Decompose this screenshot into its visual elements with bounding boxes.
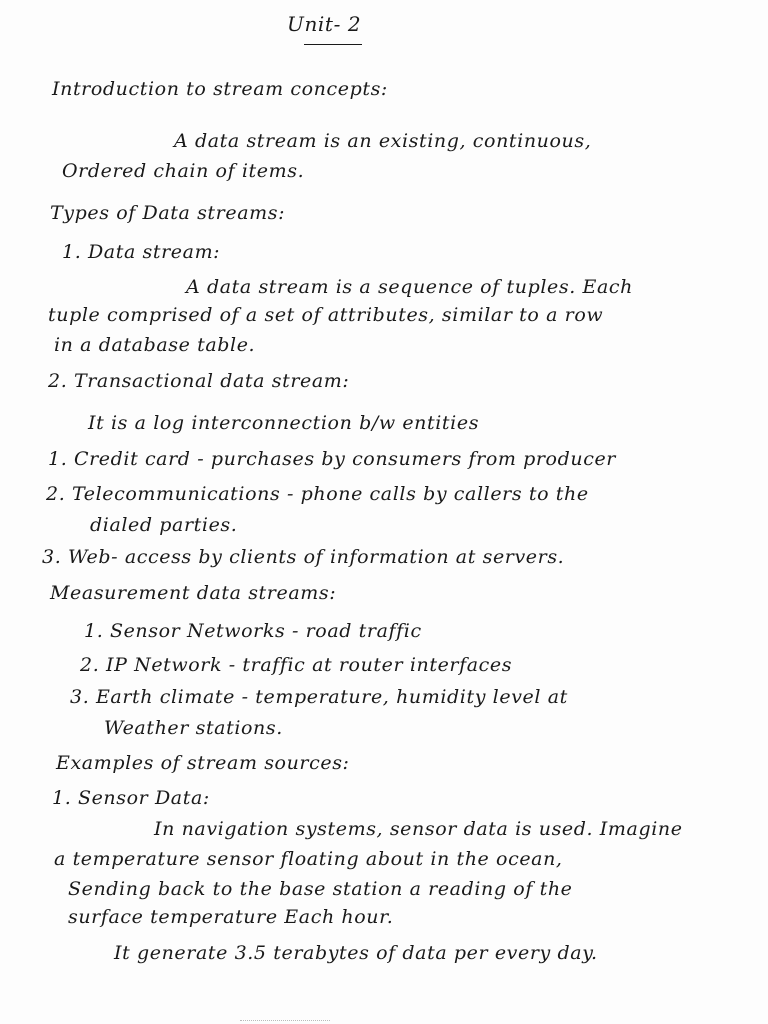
text-line: In navigation systems, sensor data is used. Imagine xyxy=(154,818,683,840)
text-line: It is a log interconnection b/w entities xyxy=(88,412,480,434)
text-line: It generate 3.5 terabytes of data per every day. xyxy=(114,942,598,964)
title-underline xyxy=(304,44,362,45)
section-heading-measurement: Measurement data streams: xyxy=(50,582,337,604)
list-item: 2. IP Network - traffic at router interfaces xyxy=(80,654,513,676)
bottom-scan-mark xyxy=(240,1020,330,1021)
list-item: 1. Credit card - purchases by consumers from producer xyxy=(48,448,616,470)
section-heading-examples: Examples of stream sources: xyxy=(56,752,350,774)
page-title: Unit- 2 xyxy=(287,12,362,36)
text-line: tuple comprised of a set of attributes, similar to a row xyxy=(48,304,604,326)
list-item-heading: 1. Sensor Data: xyxy=(52,787,210,809)
section-heading-intro: Introduction to stream concepts: xyxy=(52,78,388,100)
list-item: 3. Web- access by clients of information at servers. xyxy=(42,546,565,568)
text-line: A data stream is a sequence of tuples. Each xyxy=(186,276,633,298)
list-item-heading: 1. Data stream: xyxy=(62,241,221,263)
text-line: surface temperature Each hour. xyxy=(68,906,394,928)
text-line: Ordered chain of items. xyxy=(62,160,305,182)
text-line: A data stream is an existing, continuous, xyxy=(174,130,592,152)
text-line: in a database table. xyxy=(54,334,256,356)
text-line: Sending back to the base station a reading of the xyxy=(68,878,573,900)
text-line: dialed parties. xyxy=(90,514,238,536)
list-item: 3. Earth climate - temperature, humidity level at xyxy=(70,686,568,708)
section-heading-types: Types of Data streams: xyxy=(50,202,286,224)
list-item: 2. Telecommunications - phone calls by callers to the xyxy=(46,483,589,505)
list-item: 1. Sensor Networks - road traffic xyxy=(84,620,422,642)
list-item-heading: 2. Transactional data stream: xyxy=(48,370,350,392)
text-line: a temperature sensor floating about in the ocean, xyxy=(54,848,563,870)
text-line: Weather stations. xyxy=(104,717,283,739)
